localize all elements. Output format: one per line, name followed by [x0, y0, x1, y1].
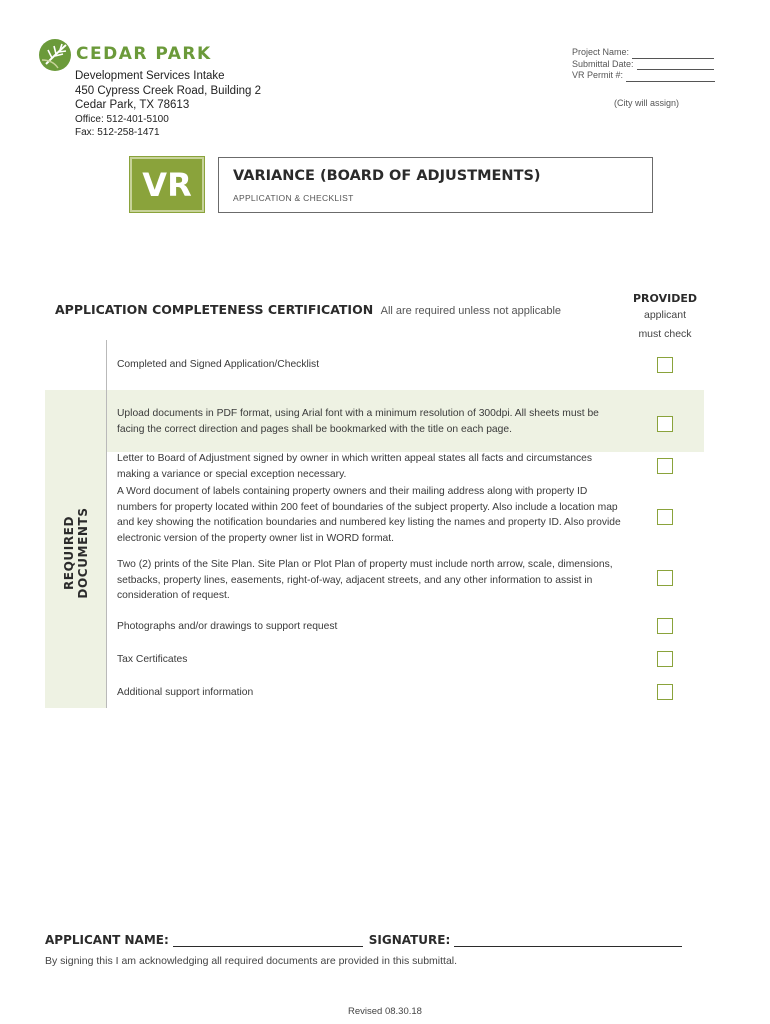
- checkbox-item-6[interactable]: [657, 618, 673, 634]
- checklist-item-8: Additional support information: [117, 687, 254, 698]
- project-fields: [572, 47, 715, 82]
- checkbox-item-5[interactable]: [657, 570, 673, 586]
- project-name-label: Project Name:: [572, 47, 630, 57]
- city-assign-note: (City will assign): [614, 98, 680, 108]
- provided-sub-2: must check: [638, 328, 692, 340]
- applicant-name-label: APPLICANT NAME:: [45, 933, 169, 947]
- vr-permit-label: VR Permit #:: [572, 70, 624, 80]
- certification-note: All are required unless not applicable: [380, 305, 562, 317]
- vr-badge: [130, 157, 204, 212]
- fax-number: Fax: 512-258-1471: [75, 126, 160, 138]
- vr-permit-row: [572, 70, 715, 82]
- certification-title: APPLICATION COMPLETENESS CERTIFICATION: [55, 302, 374, 317]
- acknowledgement-text: By signing this I am acknowledging all required documents are provided in this submittal.: [45, 955, 458, 967]
- form-subtitle: APPLICATION & CHECKLIST: [233, 193, 354, 203]
- required-documents-label: [62, 507, 90, 598]
- checklist-item-1: Completed and Signed Application/Checklist: [117, 359, 320, 370]
- section-label-1: REQUIRED: [62, 515, 76, 591]
- checklist-item-6: Photographs and/or drawings to support request: [117, 621, 338, 632]
- cedar-park-logo: [38, 38, 212, 72]
- section-label-2: DOCUMENTS: [76, 507, 90, 599]
- provided-title: PROVIDED: [633, 292, 697, 305]
- project-name-row: [572, 47, 715, 59]
- checklist-item-2: Upload documents in PDF format, using Arial font with a minimum resolution of 300dpi. All sheets must be facing the correct direction and pages shall be bookmarked with the title on each page.: [117, 408, 599, 435]
- address-line-3: Cedar Park, TX 78613: [75, 99, 190, 111]
- title-box: [218, 157, 653, 213]
- revision-date: Revised 08.30.18: [348, 1006, 422, 1017]
- submittal-date-row: [572, 59, 715, 71]
- address-line-1: Development Services Intake: [75, 70, 225, 82]
- checkbox-item-8[interactable]: [657, 684, 673, 700]
- checkbox-item-2[interactable]: [657, 416, 673, 432]
- checkbox-item-4[interactable]: [657, 509, 673, 525]
- office-phone: Office: 512-401-5100: [75, 113, 169, 125]
- checklist-item-4: A Word document of labels containing property owners and their mailing address along with property ID numbers for property located within 200 feet of boundaries of the subject property. Also include a location map and key showing the notification boundaries and numbered key listing the names and property ID. Also provide electronic version of the property owner list in WORD format.: [117, 486, 621, 544]
- provided-column-header: [630, 292, 700, 343]
- submittal-date-label: Submittal Date:: [572, 58, 634, 69]
- provided-sub-1: applicant: [643, 309, 687, 321]
- checklist-item-7: Tax Certificates: [117, 654, 188, 665]
- signature-block: [45, 933, 688, 947]
- checklist-item-5: Two (2) prints of the Site Plan. Site Plan or Plot Plan of property must include north arrow, scale, dimensions, setbacks, property lines, easements, right-of-way, adjacent streets, and any other information to assist in consideration of request.: [117, 559, 613, 601]
- signature-label: SIGNATURE:: [368, 933, 451, 947]
- checkbox-item-7[interactable]: [657, 651, 673, 667]
- submittal-date-field[interactable]: [637, 62, 714, 70]
- certification-heading: [55, 301, 561, 319]
- checkbox-item-3[interactable]: [657, 458, 673, 474]
- intake-address: [75, 69, 261, 139]
- tree-leaf-icon: [38, 38, 72, 72]
- applicant-name-field[interactable]: [173, 935, 363, 947]
- address-line-2: 450 Cypress Creek Road, Building 2: [75, 84, 262, 97]
- form-title: VARIANCE (BOARD OF ADJUSTMENTS): [233, 168, 541, 184]
- vr-badge-text: VR: [142, 165, 192, 204]
- checklist-item-3: Letter to Board of Adjustment signed by owner in which written appeal states all facts and circumstances making a variance or special exception necessary.: [117, 453, 593, 480]
- vr-permit-field[interactable]: [626, 74, 715, 82]
- project-name-field[interactable]: [632, 51, 714, 59]
- signature-field[interactable]: [454, 935, 682, 947]
- checkbox-item-1[interactable]: [657, 357, 673, 373]
- logo-text: CEDAR PARK: [76, 44, 212, 64]
